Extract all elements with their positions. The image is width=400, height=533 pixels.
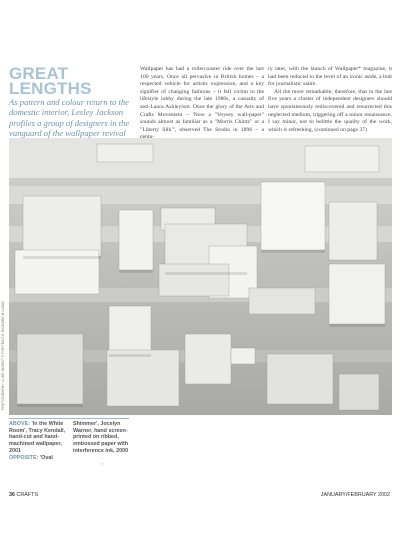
caption-text: Shimmer', Jocelyn Warner, hand screen-printed on ribbed, embossed paper with interference ink, 2000 [73,421,129,454]
magazine-name: CRAFTS [16,492,39,498]
caption-column-1 [9,421,69,461]
body-paragraph: ry later, with the launch of Wallpaper* magazine, it had been reduced to the level of an ironic aside, a butt for journalistic satire. [268,66,392,88]
wallpaper-photo-illustration [9,138,392,415]
page-number: 36 [9,492,15,498]
caption-rule [9,418,129,419]
body-paragraph: Wallpaper has had a rollercoaster ride over the last 100 years. Once all pervasive in British homes – a respected vehicle for artistic expression, and a key signifier of changing fashions – it fell victim to the lifestyle lobby during the late 1980s, a casualty of anti-Laura Ashleyism. Once the glory of the Arts and Crafts Movement – 'Now a "Voysey wall-paper" sounds almost as familiar as a "Morris Chintz" or a "Liberty Silk"', observed The Studio in 1896 – a [140,66,264,133]
body-column-2 [268,66,392,134]
page-folio [9,492,38,498]
headline-line-2: LENGTHS [9,79,92,98]
article-headline [9,66,129,96]
headline-line-1: GREAT [9,64,69,83]
small-mark: ↑ [101,462,104,468]
caption-column-2 [73,421,133,455]
caption-text: 'In the White Room', Tracy Kendall, hand-cut and hand-machined wallpaper, 2001 [9,421,66,454]
issue-date: JANUARY/FEBRUARY 2002 [320,492,390,498]
photo-credit: PHOTOGRAPHY: LUKE MORRITT/ PORTRAITS: RICHARD HYLAND [1,301,5,410]
wallpaper-photo [9,138,392,415]
caption-key-above: ABOVE: [9,421,30,427]
body-column-1 [140,66,264,142]
caption-key-opposite: OPPOSITE: [9,454,39,461]
article-standfirst: As pattern and colour return to the domestic interior, Lesley Jackson profiles a group of designers in the vanguard of the wallpaper revival [9,97,130,139]
body-paragraph: All the more remarkable, therefore, that in the last five years a cluster of independent designers should have spontaneously rediscovered and resurrected this neglected medium, triggering off a minor renaissance. I say minor, not to belittle the quality of the work, which is refreshing, (continued on page 37) [268,88,392,133]
caption-text: 'Oval [39,454,53,461]
